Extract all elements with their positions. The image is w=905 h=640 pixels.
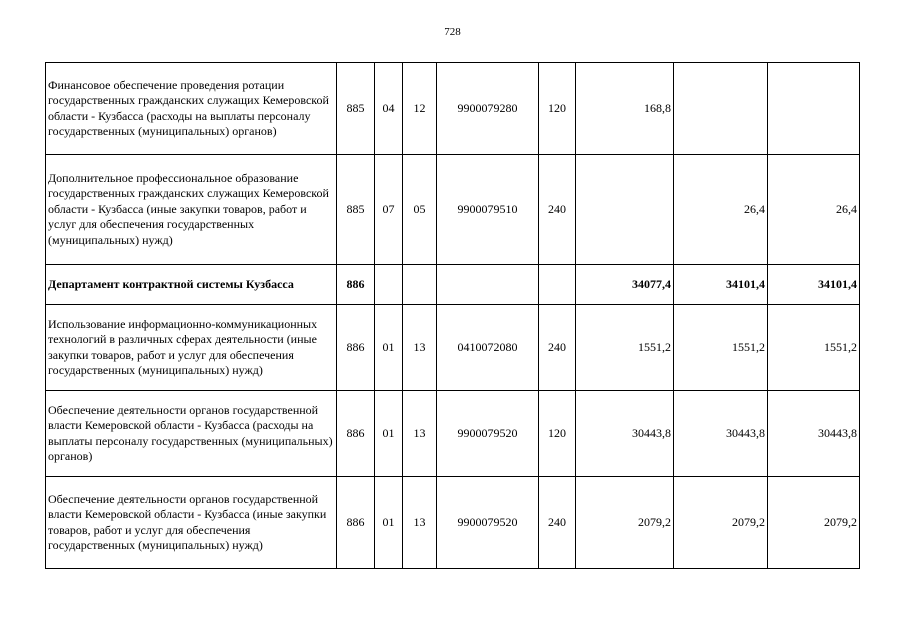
subsection-code-cell: 12 — [403, 63, 437, 155]
amount-year2-cell: 30443,8 — [674, 391, 768, 477]
row-name-cell: Департамент контрактной системы Кузбасса — [46, 265, 337, 305]
amount-year1-cell: 1551,2 — [576, 305, 674, 391]
table-row — [46, 265, 860, 305]
amount-year1-cell: 2079,2 — [576, 477, 674, 569]
target-article-cell: 9900079520 — [437, 477, 539, 569]
amount-year1-cell: 30443,8 — [576, 391, 674, 477]
target-article-cell — [437, 265, 539, 305]
expense-type-cell: 120 — [539, 391, 576, 477]
expense-type-cell: 120 — [539, 63, 576, 155]
section-code-cell: 04 — [375, 63, 403, 155]
section-code-cell: 07 — [375, 155, 403, 265]
ministry-code-cell: 886 — [337, 477, 375, 569]
amount-year3-cell: 1551,2 — [768, 305, 860, 391]
row-name-cell: Обеспечение деятельности органов государственной власти Кемеровской области - Кузбасса (иные закупки товаров, работ и услуг для обеспечения государственных (муниципальных) нужд) — [46, 477, 337, 569]
target-article-cell: 9900079520 — [437, 391, 539, 477]
subsection-code-cell — [403, 265, 437, 305]
amount-year1-cell: 168,8 — [576, 63, 674, 155]
expense-type-cell: 240 — [539, 155, 576, 265]
amount-year2-cell — [674, 63, 768, 155]
target-article-cell: 9900079510 — [437, 155, 539, 265]
section-code-cell — [375, 265, 403, 305]
target-article-cell: 0410072080 — [437, 305, 539, 391]
expense-type-cell — [539, 265, 576, 305]
table-row — [46, 477, 860, 569]
row-name-cell: Обеспечение деятельности органов государственной власти Кемеровской области - Кузбасса (расходы на выплаты персоналу государственных (муниципальных) органов) — [46, 391, 337, 477]
subsection-code-cell: 13 — [403, 305, 437, 391]
row-name-cell: Дополнительное профессиональное образование государственных гражданских служащих Кемеровской области - Кузбасса (иные закупки товаров, работ и услуг для обеспечения государственных (муниципальных) нужд) — [46, 155, 337, 265]
amount-year1-cell: 34077,4 — [576, 265, 674, 305]
subsection-code-cell: 13 — [403, 477, 437, 569]
table-row — [46, 155, 860, 265]
row-name-cell: Использование информационно-коммуникационных технологий в различных сферах деятельности (иные закупки товаров, работ и услуг для обеспечения государственных (муниципальных) нужд) — [46, 305, 337, 391]
amount-year3-cell — [768, 63, 860, 155]
amount-year3-cell: 34101,4 — [768, 265, 860, 305]
section-code-cell: 01 — [375, 305, 403, 391]
expense-type-cell: 240 — [539, 477, 576, 569]
subsection-code-cell: 05 — [403, 155, 437, 265]
budget-table — [45, 62, 860, 569]
amount-year2-cell: 2079,2 — [674, 477, 768, 569]
table-row — [46, 63, 860, 155]
amount-year3-cell: 30443,8 — [768, 391, 860, 477]
target-article-cell: 9900079280 — [437, 63, 539, 155]
ministry-code-cell: 885 — [337, 63, 375, 155]
section-code-cell: 01 — [375, 477, 403, 569]
ministry-code-cell: 885 — [337, 155, 375, 265]
row-name-cell: Финансовое обеспечение проведения ротации государственных гражданских служащих Кемеровской области - Кузбасса (расходы на выплаты персоналу государственных (муниципальных) органов) — [46, 63, 337, 155]
subsection-code-cell: 13 — [403, 391, 437, 477]
ministry-code-cell: 886 — [337, 305, 375, 391]
ministry-code-cell: 886 — [337, 391, 375, 477]
expense-type-cell: 240 — [539, 305, 576, 391]
amount-year3-cell: 2079,2 — [768, 477, 860, 569]
page-number: 728 — [444, 26, 461, 38]
section-code-cell: 01 — [375, 391, 403, 477]
table-row — [46, 391, 860, 477]
table-row — [46, 305, 860, 391]
amount-year1-cell — [576, 155, 674, 265]
amount-year2-cell: 1551,2 — [674, 305, 768, 391]
amount-year2-cell: 26,4 — [674, 155, 768, 265]
ministry-code-cell: 886 — [337, 265, 375, 305]
amount-year2-cell: 34101,4 — [674, 265, 768, 305]
amount-year3-cell: 26,4 — [768, 155, 860, 265]
